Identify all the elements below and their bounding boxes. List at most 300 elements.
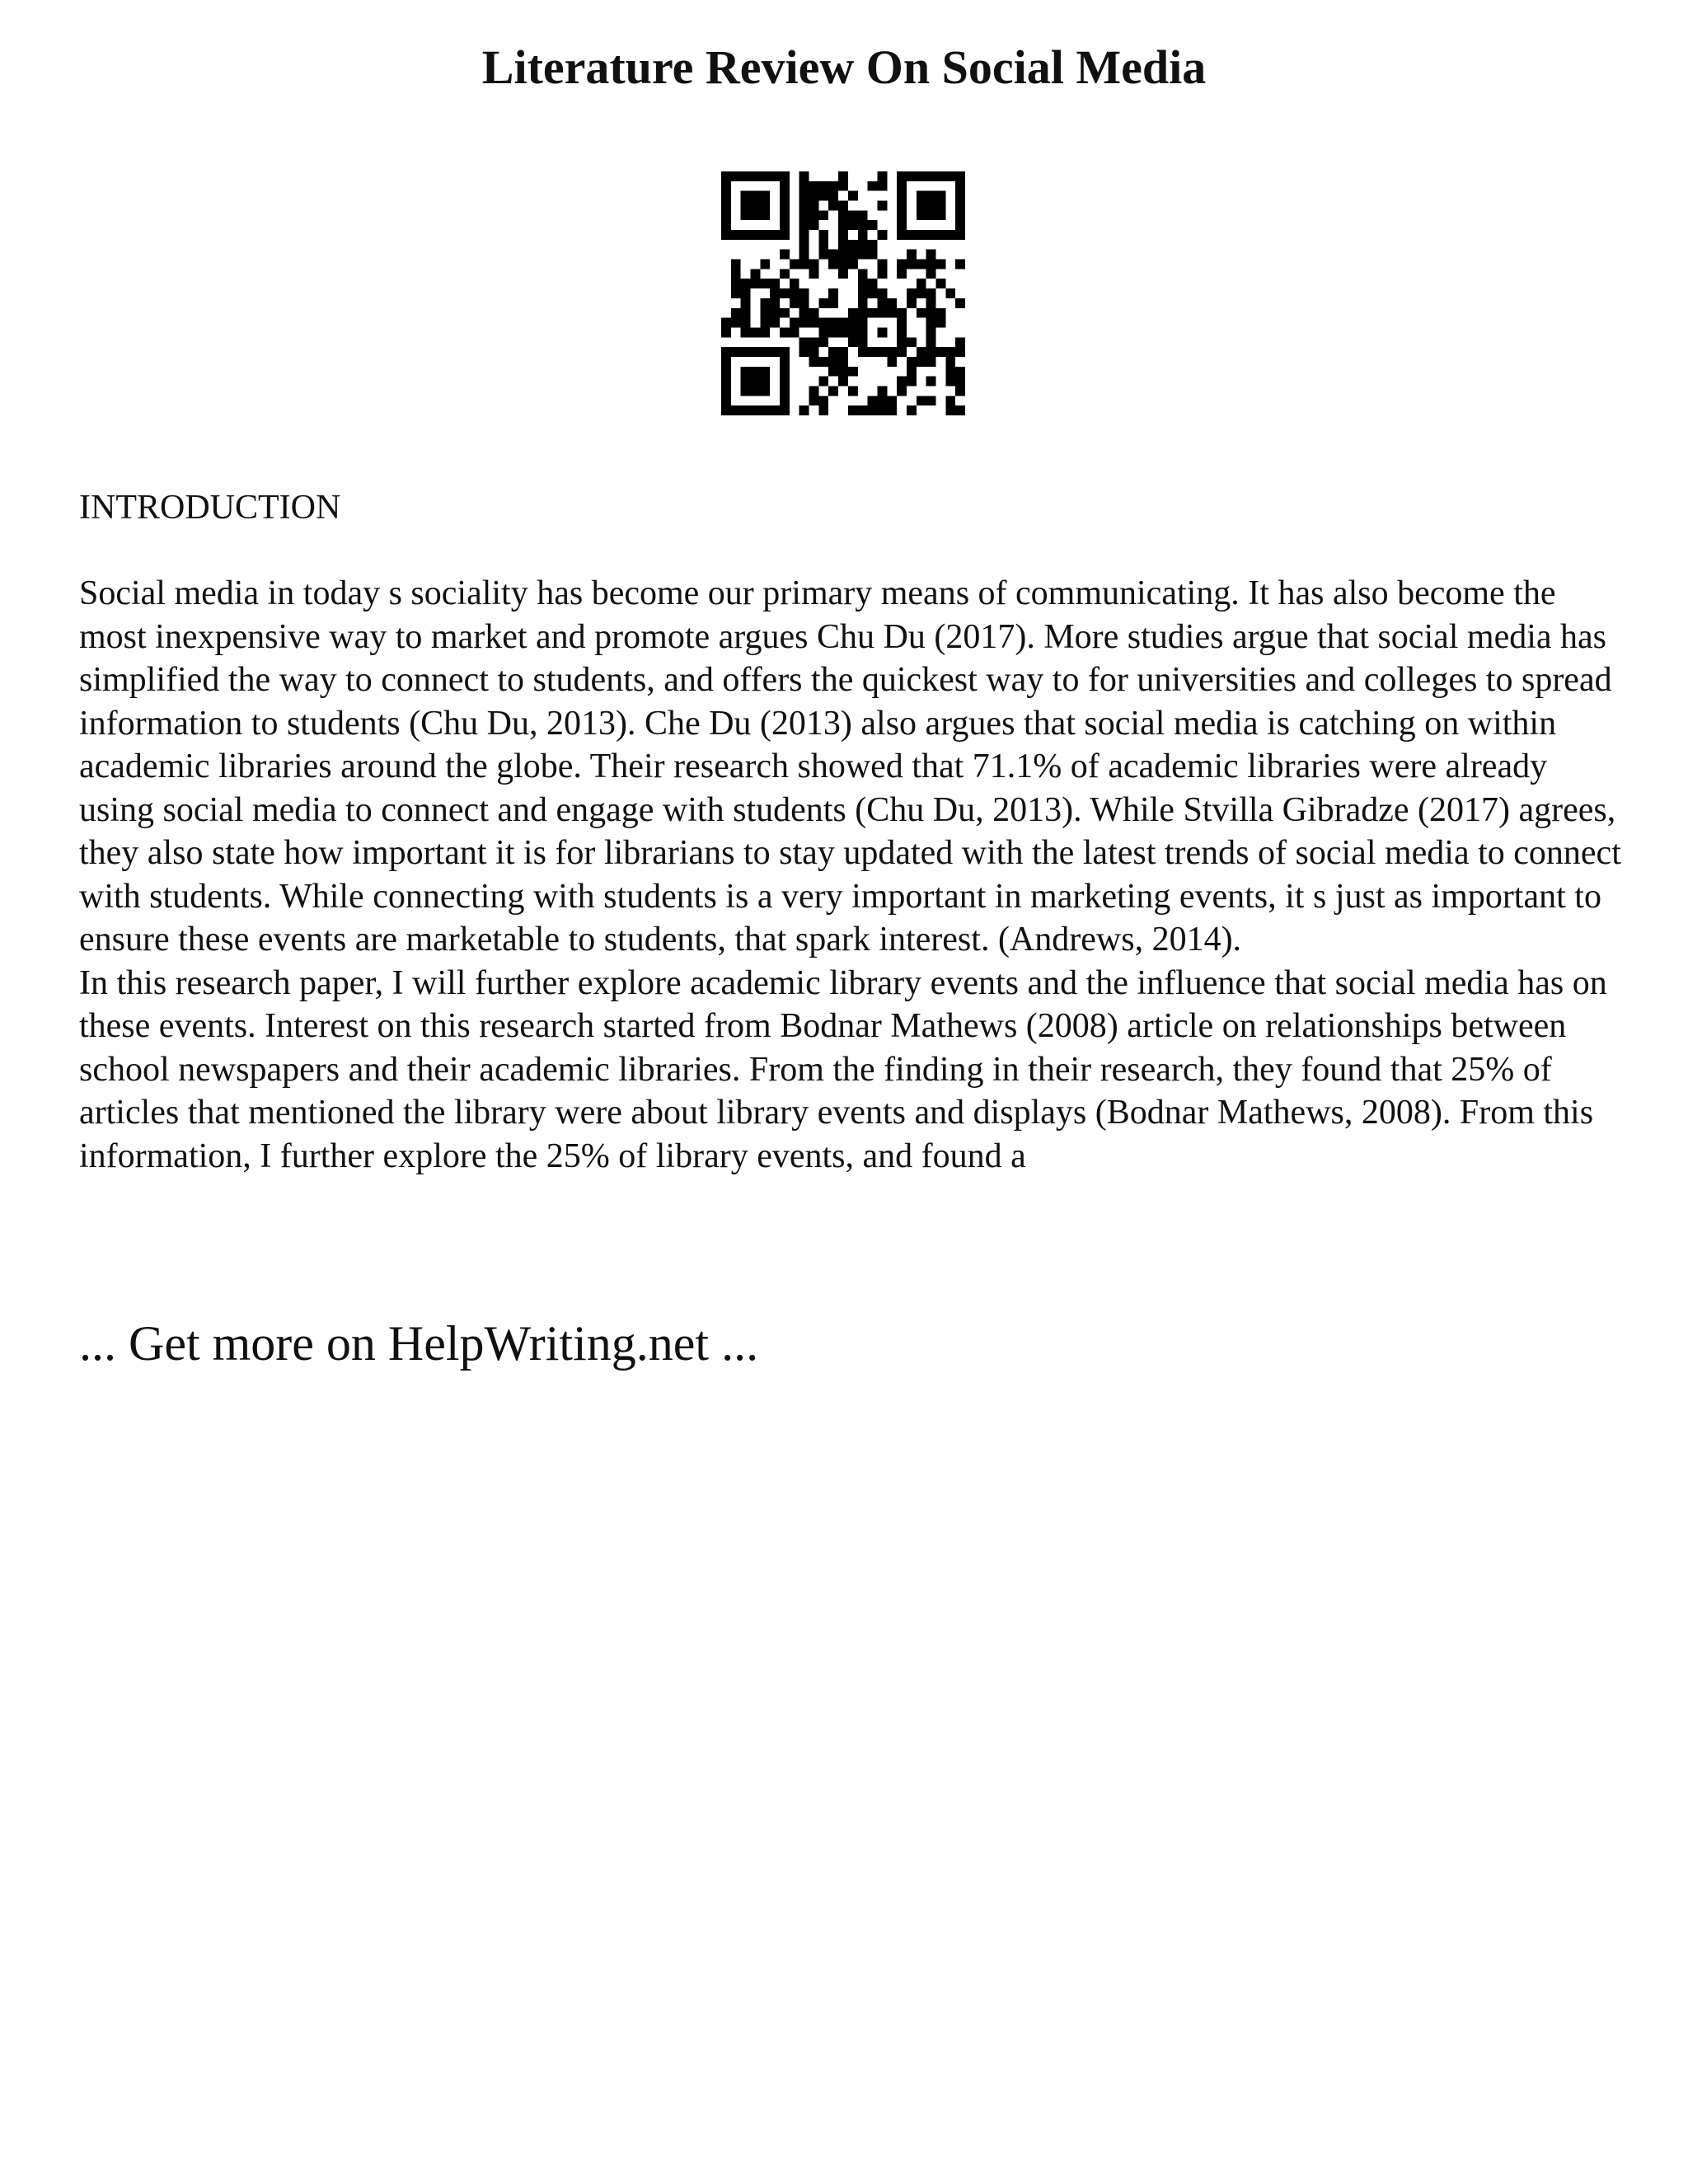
qr-module [926, 230, 936, 240]
qr-module [926, 347, 936, 357]
qr-module [828, 386, 838, 396]
qr-module [838, 230, 848, 240]
qr-module [818, 210, 828, 220]
qr-module [868, 181, 878, 191]
qr-module [760, 279, 770, 288]
qr-module [868, 396, 878, 405]
qr-module [955, 201, 965, 211]
qr-module [760, 171, 770, 181]
qr-module [935, 260, 945, 269]
qr-module [868, 220, 878, 230]
qr-module [799, 181, 809, 191]
qr-module [818, 327, 828, 337]
qr-module [945, 171, 955, 181]
qr-module [721, 230, 731, 240]
qr-module [935, 201, 945, 211]
qr-module [790, 288, 799, 298]
qr-module [848, 386, 858, 396]
qr-module [848, 367, 858, 377]
qr-module [809, 318, 819, 328]
qr-module [858, 230, 868, 240]
qr-module [858, 250, 868, 260]
qr-module [770, 298, 780, 308]
qr-module [818, 357, 828, 367]
qr-module [917, 357, 926, 367]
qr-module [917, 347, 926, 357]
qr-module [868, 405, 878, 415]
qr-module [877, 347, 887, 357]
qr-module [877, 327, 887, 337]
qr-module [751, 210, 761, 220]
qr-module [751, 347, 761, 357]
qr-module [917, 191, 926, 201]
qr-module [770, 347, 780, 357]
qr-module [897, 191, 907, 201]
qr-module [907, 357, 917, 367]
qr-module [955, 377, 965, 387]
qr-module [838, 250, 848, 260]
qr-module [858, 347, 868, 357]
qr-module [955, 347, 965, 357]
body-text [79, 572, 1629, 1178]
qr-module [741, 279, 751, 288]
qr-module [799, 191, 809, 201]
qr-module [838, 377, 848, 387]
qr-module [877, 396, 887, 405]
qr-module [897, 230, 907, 240]
qr-module [770, 318, 780, 328]
qr-module [731, 288, 741, 298]
qr-module [721, 171, 731, 181]
qr-module [770, 171, 780, 181]
qr-module [877, 181, 887, 191]
qr-module [858, 220, 868, 230]
qr-module [760, 327, 770, 337]
qr-module [731, 347, 741, 357]
qr-module [935, 191, 945, 201]
qr-module [721, 405, 731, 415]
qr-module [751, 279, 761, 288]
qr-module [917, 201, 926, 211]
qr-module [838, 210, 848, 220]
qr-module [741, 318, 751, 328]
qr-module [818, 377, 828, 387]
qr-module [790, 318, 799, 328]
qr-module [907, 337, 917, 347]
qr-module [741, 347, 751, 357]
qr-module [897, 377, 907, 387]
qr-module [838, 240, 848, 250]
qr-module [790, 260, 799, 269]
qr-module [887, 298, 897, 308]
qr-module [809, 191, 819, 201]
qr-module [877, 298, 887, 308]
qr-module [809, 201, 819, 211]
qr-module [848, 220, 858, 230]
qr-module [907, 288, 917, 298]
qr-module [751, 269, 761, 279]
qr-module [760, 308, 770, 318]
qr-module [838, 171, 848, 181]
qr-module [926, 377, 936, 387]
qr-module [809, 396, 819, 405]
qr-module [741, 405, 751, 415]
qr-module [935, 279, 945, 288]
paragraph-1: Social media in today s sociality has become our primary means of communicating. It has also become the most inexpensive way to market and promote argues Chu Du (2017). More studies argue that social media has simplified the way to connect to students, and offers the quickest way to for universities and colleges to spread information to students (Chu Du, 2013). Che Du (2013) also argues that social media is catching on within academic libraries around the globe. Their research showed that 71.1% of academic libraries were already using social media to connect and engage with students (Chu Du, 2013). While Stvilla Gibradze (2017) agrees, they also state how important it is for librarians to stay updated with the latest trends of social media to connect with students. While connecting with students is a very important in marketing events, it s just as important to ensure these events are marketable to students, that spark interest. (Andrews, 2014). [79, 574, 1621, 958]
qr-module [858, 308, 868, 318]
qr-module [945, 347, 955, 357]
qr-module [780, 220, 790, 230]
qr-module [838, 269, 848, 279]
qr-module [955, 405, 965, 415]
qr-module [935, 318, 945, 328]
qr-module [858, 405, 868, 415]
qr-module [877, 405, 887, 415]
qr-module [780, 386, 790, 396]
qr-module [868, 279, 878, 288]
qr-module [799, 201, 809, 211]
qr-module [926, 318, 936, 328]
qr-module [917, 230, 926, 240]
qr-module [858, 318, 868, 328]
qr-module [838, 318, 848, 328]
qr-module [897, 260, 907, 269]
qr-module [838, 357, 848, 367]
qr-module [721, 377, 731, 387]
qr-module [780, 191, 790, 201]
document-title: Literature Review On Social Media [481, 40, 1207, 94]
qr-module [935, 210, 945, 220]
qr-module [790, 279, 799, 288]
qr-module [868, 250, 878, 260]
qr-module [955, 298, 965, 308]
qr-module [818, 396, 828, 405]
qr-module [809, 260, 819, 269]
qr-module [828, 260, 838, 269]
qr-module [926, 201, 936, 211]
qr-module [799, 210, 809, 220]
qr-module [877, 201, 887, 211]
qr-module [818, 298, 828, 308]
qr-module [809, 220, 819, 230]
qr-module [838, 181, 848, 191]
qr-module [828, 367, 838, 377]
qr-module [751, 386, 761, 396]
qr-module [721, 181, 731, 191]
qr-module [838, 201, 848, 211]
qr-module [917, 210, 926, 220]
qr-module [945, 357, 955, 367]
qr-module [828, 250, 838, 260]
qr-module [926, 327, 936, 337]
qr-module [828, 357, 838, 367]
qr-module [721, 201, 731, 211]
qr-module [828, 347, 838, 357]
qr-module [887, 357, 897, 367]
qr-module [945, 377, 955, 387]
qr-module [760, 230, 770, 240]
qr-module [858, 288, 868, 298]
qr-module [848, 405, 858, 415]
qr-module [809, 337, 819, 347]
section-heading: INTRODUCTION [79, 489, 341, 527]
qr-module [751, 367, 761, 377]
qr-module [760, 191, 770, 201]
qr-module [926, 396, 936, 405]
qr-module [770, 288, 780, 298]
qr-module [897, 181, 907, 191]
qr-module [790, 298, 799, 308]
qr-module [897, 220, 907, 230]
qr-module [828, 191, 838, 201]
qr-module [731, 260, 741, 269]
qr-module [917, 308, 926, 318]
get-more-link[interactable]: ... Get more on HelpWriting.net ... [79, 1316, 759, 1371]
qr-module [945, 367, 955, 377]
qr-module [907, 367, 917, 377]
qr-module [780, 201, 790, 211]
qr-module [897, 210, 907, 220]
qr-module [907, 405, 917, 415]
qr-module [917, 171, 926, 181]
qr-module [935, 171, 945, 181]
qr-module [751, 191, 761, 201]
qr-module [828, 181, 838, 191]
qr-module [780, 308, 790, 318]
qr-module [858, 240, 868, 250]
qr-module [751, 171, 761, 181]
qr-module [780, 357, 790, 367]
qr-module [751, 377, 761, 387]
qr-module [907, 250, 917, 260]
qr-module [818, 191, 828, 201]
qr-module [741, 171, 751, 181]
qr-module [907, 298, 917, 308]
qr-module [838, 220, 848, 230]
qr-module [858, 298, 868, 308]
qr-module [955, 367, 965, 377]
qr-module [760, 386, 770, 396]
qr-module [818, 240, 828, 250]
qr-module [751, 230, 761, 240]
qr-module [818, 230, 828, 240]
qr-module [926, 308, 936, 318]
qr-module [731, 308, 741, 318]
qr-module [780, 396, 790, 405]
qr-module [848, 240, 858, 250]
qr-module [877, 308, 887, 318]
qr-module [907, 260, 917, 269]
qr-module [838, 367, 848, 377]
qr-module [926, 250, 936, 260]
qr-module [760, 347, 770, 357]
qr-module [741, 386, 751, 396]
qr-module [760, 298, 770, 308]
qr-module [731, 269, 741, 279]
qr-module [741, 210, 751, 220]
qr-module [907, 377, 917, 387]
qr-module [799, 220, 809, 230]
qr-module [780, 347, 790, 357]
qr-module [887, 347, 897, 357]
qr-module [887, 405, 897, 415]
qr-module [877, 230, 887, 240]
qr-module [751, 405, 761, 415]
qr-module [848, 337, 858, 347]
qr-module [721, 318, 731, 328]
qr-module [799, 171, 809, 181]
qr-module [877, 171, 887, 181]
qr-module [838, 260, 848, 269]
qr-module [955, 260, 965, 269]
qr-module [926, 191, 936, 201]
qr-module [945, 230, 955, 240]
qr-module [897, 386, 907, 396]
qr-module [780, 288, 790, 298]
qr-module [721, 386, 731, 396]
qr-module [741, 201, 751, 211]
qr-module [848, 250, 858, 260]
qr-module [741, 230, 751, 240]
qr-module [799, 250, 809, 260]
qr-module [926, 171, 936, 181]
qr-module [809, 347, 819, 357]
qr-module [926, 269, 936, 279]
qr-module [751, 201, 761, 211]
qr-module [741, 367, 751, 377]
qr-module [838, 327, 848, 337]
qr-module [877, 386, 887, 396]
qr-module [848, 327, 858, 337]
qr-module [760, 377, 770, 387]
qr-module [907, 230, 917, 240]
qr-module [828, 298, 838, 308]
qr-module [799, 260, 809, 269]
qr-module [935, 347, 945, 357]
qr-module [868, 347, 878, 357]
qr-module [799, 405, 809, 415]
qr-module [926, 337, 936, 347]
qr-module [926, 288, 936, 298]
qr-module [897, 171, 907, 181]
qr-module [721, 327, 731, 337]
qr-module [741, 308, 751, 318]
qr-module [799, 298, 809, 308]
qr-module [945, 405, 955, 415]
paragraph-2: In this research paper, I will further explore academic library events and the influence that social media has on these events. Interest on this research started from Bodnar Mathews (2008) article on relationships between school newspapers and their academic libraries. From the finding in their research, they found that 25% of articles that mentioned the library were about library events and displays (Bodnar Mathews, 2008). From this information, I further explore the 25% of library events, and found a [79, 963, 1607, 1175]
qr-module [721, 191, 731, 201]
qr-module [858, 279, 868, 288]
qr-module [955, 191, 965, 201]
qr-module [818, 250, 828, 260]
qr-module [868, 308, 878, 318]
qr-module [809, 181, 819, 191]
qr-module [741, 327, 751, 337]
qr-module [760, 405, 770, 415]
qr-module [917, 260, 926, 269]
qr-module [926, 260, 936, 269]
qr-module [868, 288, 878, 298]
qr-module [877, 288, 887, 298]
qr-module [848, 191, 858, 201]
qr-module [897, 327, 907, 337]
qr-module [858, 269, 868, 279]
qr-module [818, 337, 828, 347]
qr-module [760, 260, 770, 269]
qr-module [955, 220, 965, 230]
qr-module [799, 240, 809, 250]
qr-module [721, 396, 731, 405]
qr-module [848, 210, 858, 220]
qr-module [818, 181, 828, 191]
qr-module [741, 377, 751, 387]
qr-module [809, 357, 819, 367]
qr-module [809, 269, 819, 279]
qr-module [731, 318, 741, 328]
qr-module [780, 210, 790, 220]
qr-module [887, 396, 897, 405]
qr-module [741, 298, 751, 308]
qr-module [828, 318, 838, 328]
qr-module [760, 210, 770, 220]
qr-module [945, 396, 955, 405]
qr-module [741, 191, 751, 201]
qr-module [955, 386, 965, 396]
qr-module [760, 201, 770, 211]
qr-module [799, 288, 809, 298]
qr-module [780, 405, 790, 415]
qr-module [731, 171, 741, 181]
qr-module [799, 337, 809, 347]
qr-module [721, 367, 731, 377]
qr-module [828, 201, 838, 211]
qr-module [848, 318, 858, 328]
qr-module [780, 377, 790, 387]
qr-module [809, 308, 819, 318]
qr-code-icon [721, 171, 965, 415]
qr-module [955, 181, 965, 191]
qr-module [828, 288, 838, 298]
qr-module [858, 337, 868, 347]
qr-module [828, 327, 838, 337]
qr-module [780, 230, 790, 240]
qr-module [780, 181, 790, 191]
qr-module [731, 230, 741, 240]
qr-module [877, 260, 887, 269]
qr-module [955, 337, 965, 347]
qr-module [897, 201, 907, 211]
qr-module [770, 308, 780, 318]
qr-module [917, 396, 926, 405]
qr-module [799, 230, 809, 240]
qr-module [721, 210, 731, 220]
qr-module [770, 230, 780, 240]
qr-module [955, 210, 965, 220]
qr-module [760, 318, 770, 328]
qr-module [955, 171, 965, 181]
qr-module [741, 288, 751, 298]
qr-module [868, 240, 878, 250]
qr-module [799, 347, 809, 357]
qr-module [790, 327, 799, 337]
qr-module [780, 171, 790, 181]
qr-module [780, 269, 790, 279]
qr-module [721, 347, 731, 357]
qr-module [731, 279, 741, 288]
qr-module [897, 318, 907, 328]
qr-module [858, 210, 868, 220]
qr-module [780, 250, 790, 260]
